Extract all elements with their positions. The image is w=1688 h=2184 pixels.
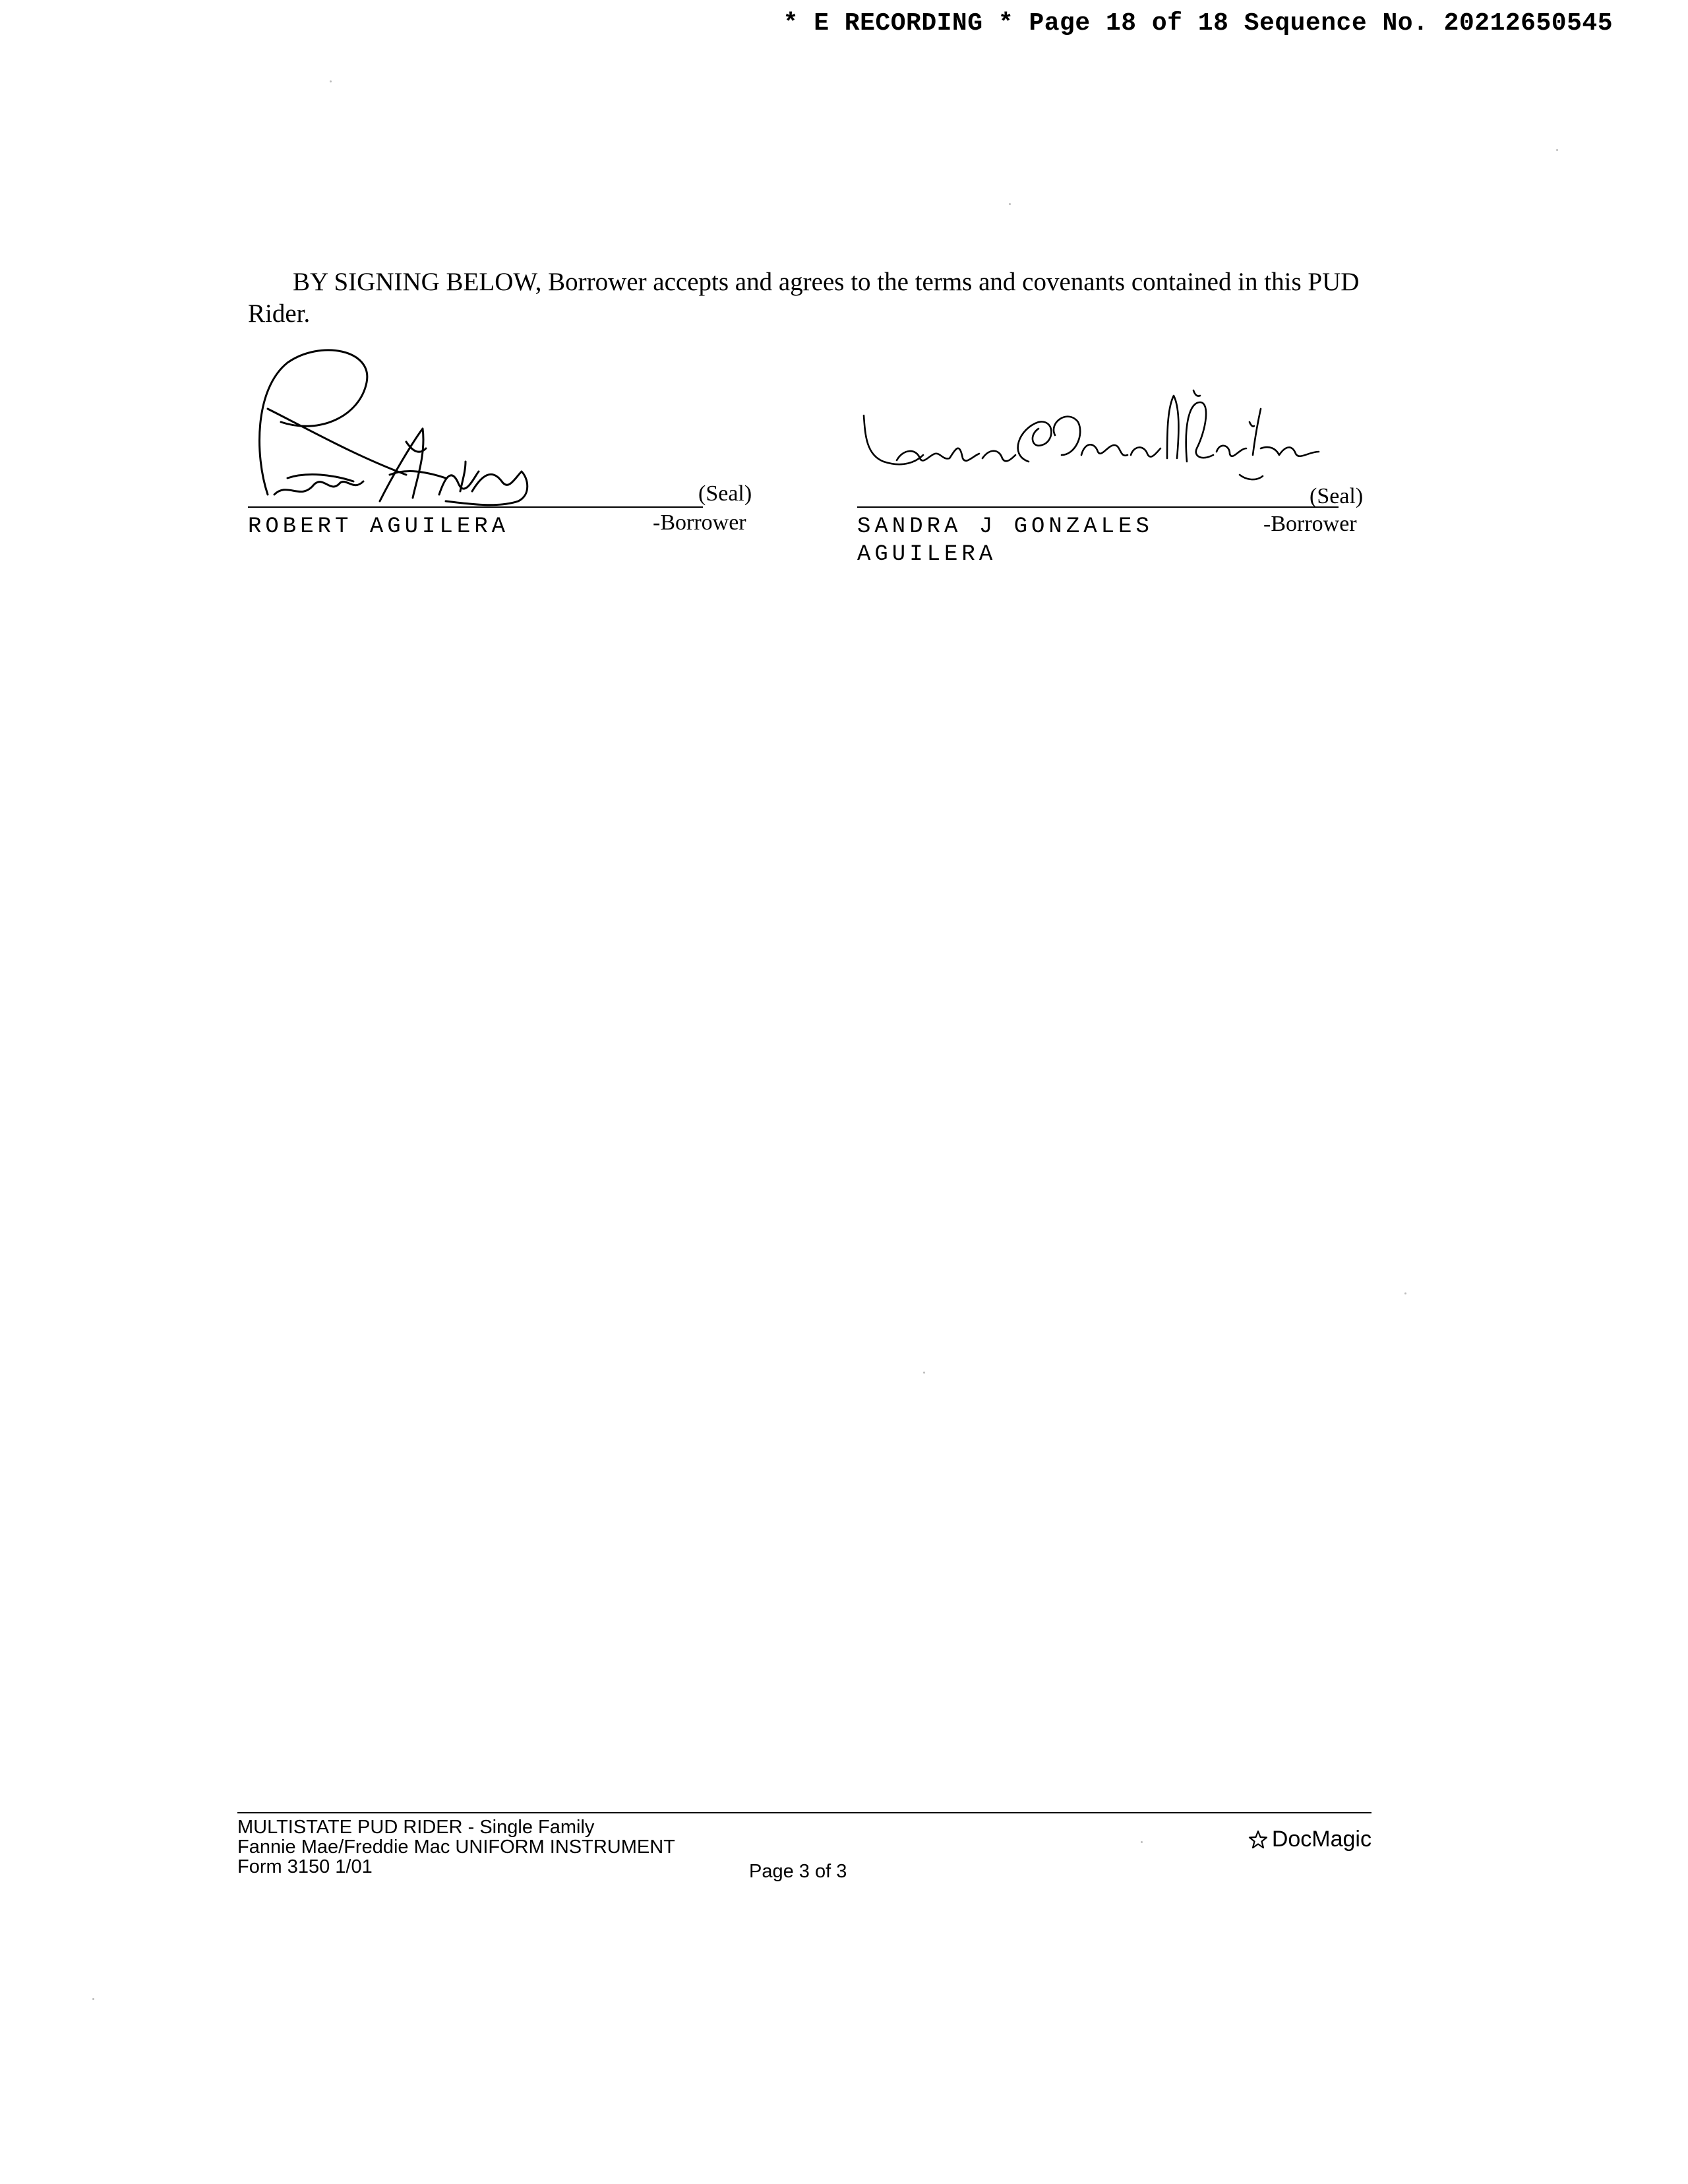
seal-label: (Seal) [1310, 484, 1364, 508]
star-icon [1248, 1830, 1268, 1850]
footer-divider [237, 1812, 1372, 1813]
form-title: MULTISTATE PUD RIDER - Single Family [237, 1817, 595, 1838]
form-number: Form 3150 1/01 [237, 1856, 373, 1877]
robert-signature [248, 343, 551, 514]
signing-statement: BY SIGNING BELOW, Borrower accepts and agrees to the terms and covenants contained in this PUD Rider. [248, 268, 1360, 328]
scan-speck [1404, 1292, 1406, 1294]
form-identification [237, 1817, 675, 1877]
scan-speck [330, 80, 332, 82]
signature-line [248, 506, 703, 508]
page-number: Page 3 of 3 [749, 1861, 847, 1882]
scan-speck [92, 1998, 94, 2000]
docmagic-logo [1248, 1827, 1372, 1852]
borrower-label: -Borrower [1263, 512, 1357, 536]
signer-name-sandra: SANDRA J GONZALES AGUILERA [857, 514, 1153, 567]
scan-speck [1556, 149, 1558, 151]
scan-speck [1141, 1841, 1143, 1843]
brand-name: DocMagic [1271, 1827, 1372, 1852]
signer-name-robert: ROBERT AGUILERA [248, 514, 510, 539]
scan-speck [923, 1372, 925, 1374]
seal-label: (Seal) [698, 481, 752, 506]
sandra-signature [857, 382, 1332, 501]
recording-stamp: * E RECORDING * Page 18 of 18 Sequence No. 20212650545 [783, 9, 1613, 38]
form-instrument: Fannie Mae/Freddie Mac UNIFORM INSTRUMENT [237, 1836, 675, 1858]
borrower-label: -Borrower [653, 510, 746, 535]
signature-block-sandra [857, 402, 1372, 574]
signature-line [857, 506, 1339, 508]
scan-speck [1009, 203, 1011, 205]
signature-block-robert [248, 343, 762, 554]
